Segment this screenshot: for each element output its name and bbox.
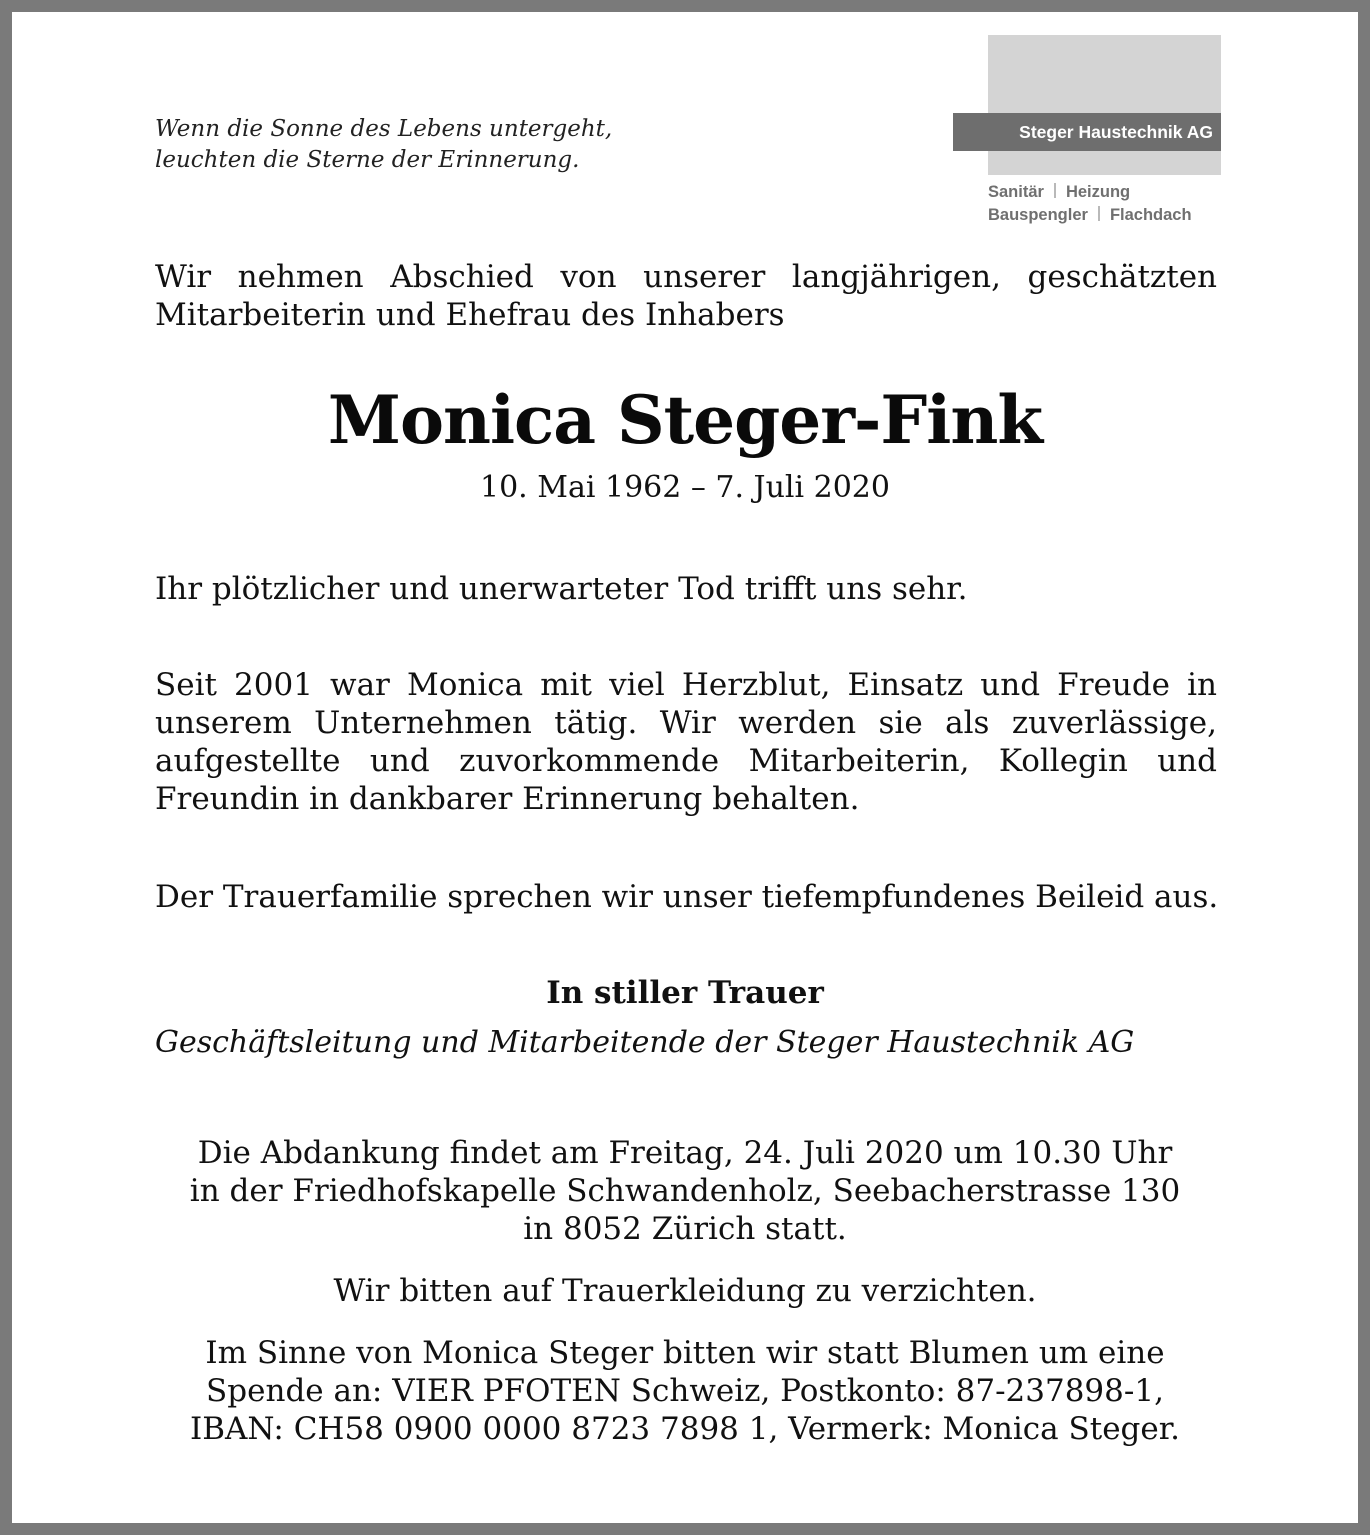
deceased-name: Monica Steger-Fink bbox=[327, 381, 1043, 459]
quote-line-2: leuchten die Sterne der Erinnerung. bbox=[155, 147, 580, 173]
dress-code-note: Wir bitten auf Trauerkleidung zu verzichten. bbox=[333, 1273, 1037, 1309]
company-services bbox=[988, 181, 1192, 227]
service-separator bbox=[1054, 183, 1056, 198]
condolence-statement: Der Trauerfamilie sprechen wir unser tiefempfundenes Beileid aus. bbox=[155, 879, 1219, 915]
service-separator bbox=[1098, 206, 1100, 221]
life-dates: 10. Mai 1962 – 7. Juli 2020 bbox=[480, 470, 890, 505]
death-statement: Ihr plötzlicher und unerwarteter Tod trifft uns sehr. bbox=[155, 571, 968, 607]
tribute-paragraph: Seit 2001 war Monica mit viel Herzblut, Einsatz und Freude in unserem Unternehmen tätig. Wir werden sie als zuverlässige, aufgestellte und zuvorkommende Mitarbeiterin, Kollegin und Freundin in dankbarer Erinnerung behalten. bbox=[155, 667, 1217, 817]
service-bauspengler: Bauspengler bbox=[988, 206, 1088, 224]
signature-line: Geschäftsleitung und Mitarbeitende der Steger Haustechnik AG bbox=[155, 1025, 1135, 1060]
mourning-heading: In stiller Trauer bbox=[546, 975, 824, 1011]
service-flachdach: Flachdach bbox=[1109, 206, 1192, 224]
services-row-1 bbox=[988, 181, 1192, 204]
donation-info bbox=[12, 1334, 1358, 1448]
donation-line-1: Im Sinne von Monica Steger bitten wir statt Blumen um eine bbox=[205, 1335, 1165, 1371]
intro-text: Wir nehmen Abschied von unserer langjährigen, geschätzten Mitarbeiterin und Ehefrau des Inhabers bbox=[155, 259, 1217, 333]
service-line-2: in der Friedhofskapelle Schwandenholz, Seebacherstrasse 130 bbox=[189, 1173, 1181, 1209]
company-logo-name: Steger Haustechnik AG bbox=[953, 113, 1221, 151]
service-line-1: Die Abdankung findet am Freitag, 24. Juli 2020 um 10.30 Uhr bbox=[197, 1135, 1173, 1171]
donation-line-2: Spende an: VIER PFOTEN Schweiz, Postkonto: 87-237898-1, bbox=[206, 1373, 1164, 1409]
donation-line-3: IBAN: CH58 0900 0000 8723 7898 1, Vermerk: Monica Steger. bbox=[189, 1411, 1181, 1447]
service-line-3: in 8052 Zürich statt. bbox=[523, 1211, 847, 1247]
obituary-page bbox=[12, 12, 1358, 1523]
company-logo-block bbox=[988, 35, 1221, 175]
service-sanitaer: Sanitär bbox=[988, 183, 1044, 201]
service-heizung: Heizung bbox=[1065, 183, 1131, 201]
memorial-quote bbox=[155, 114, 612, 176]
services-row-2 bbox=[988, 204, 1192, 227]
funeral-service-info bbox=[12, 1134, 1358, 1248]
quote-line-1: Wenn die Sonne des Lebens untergeht, bbox=[155, 116, 613, 142]
